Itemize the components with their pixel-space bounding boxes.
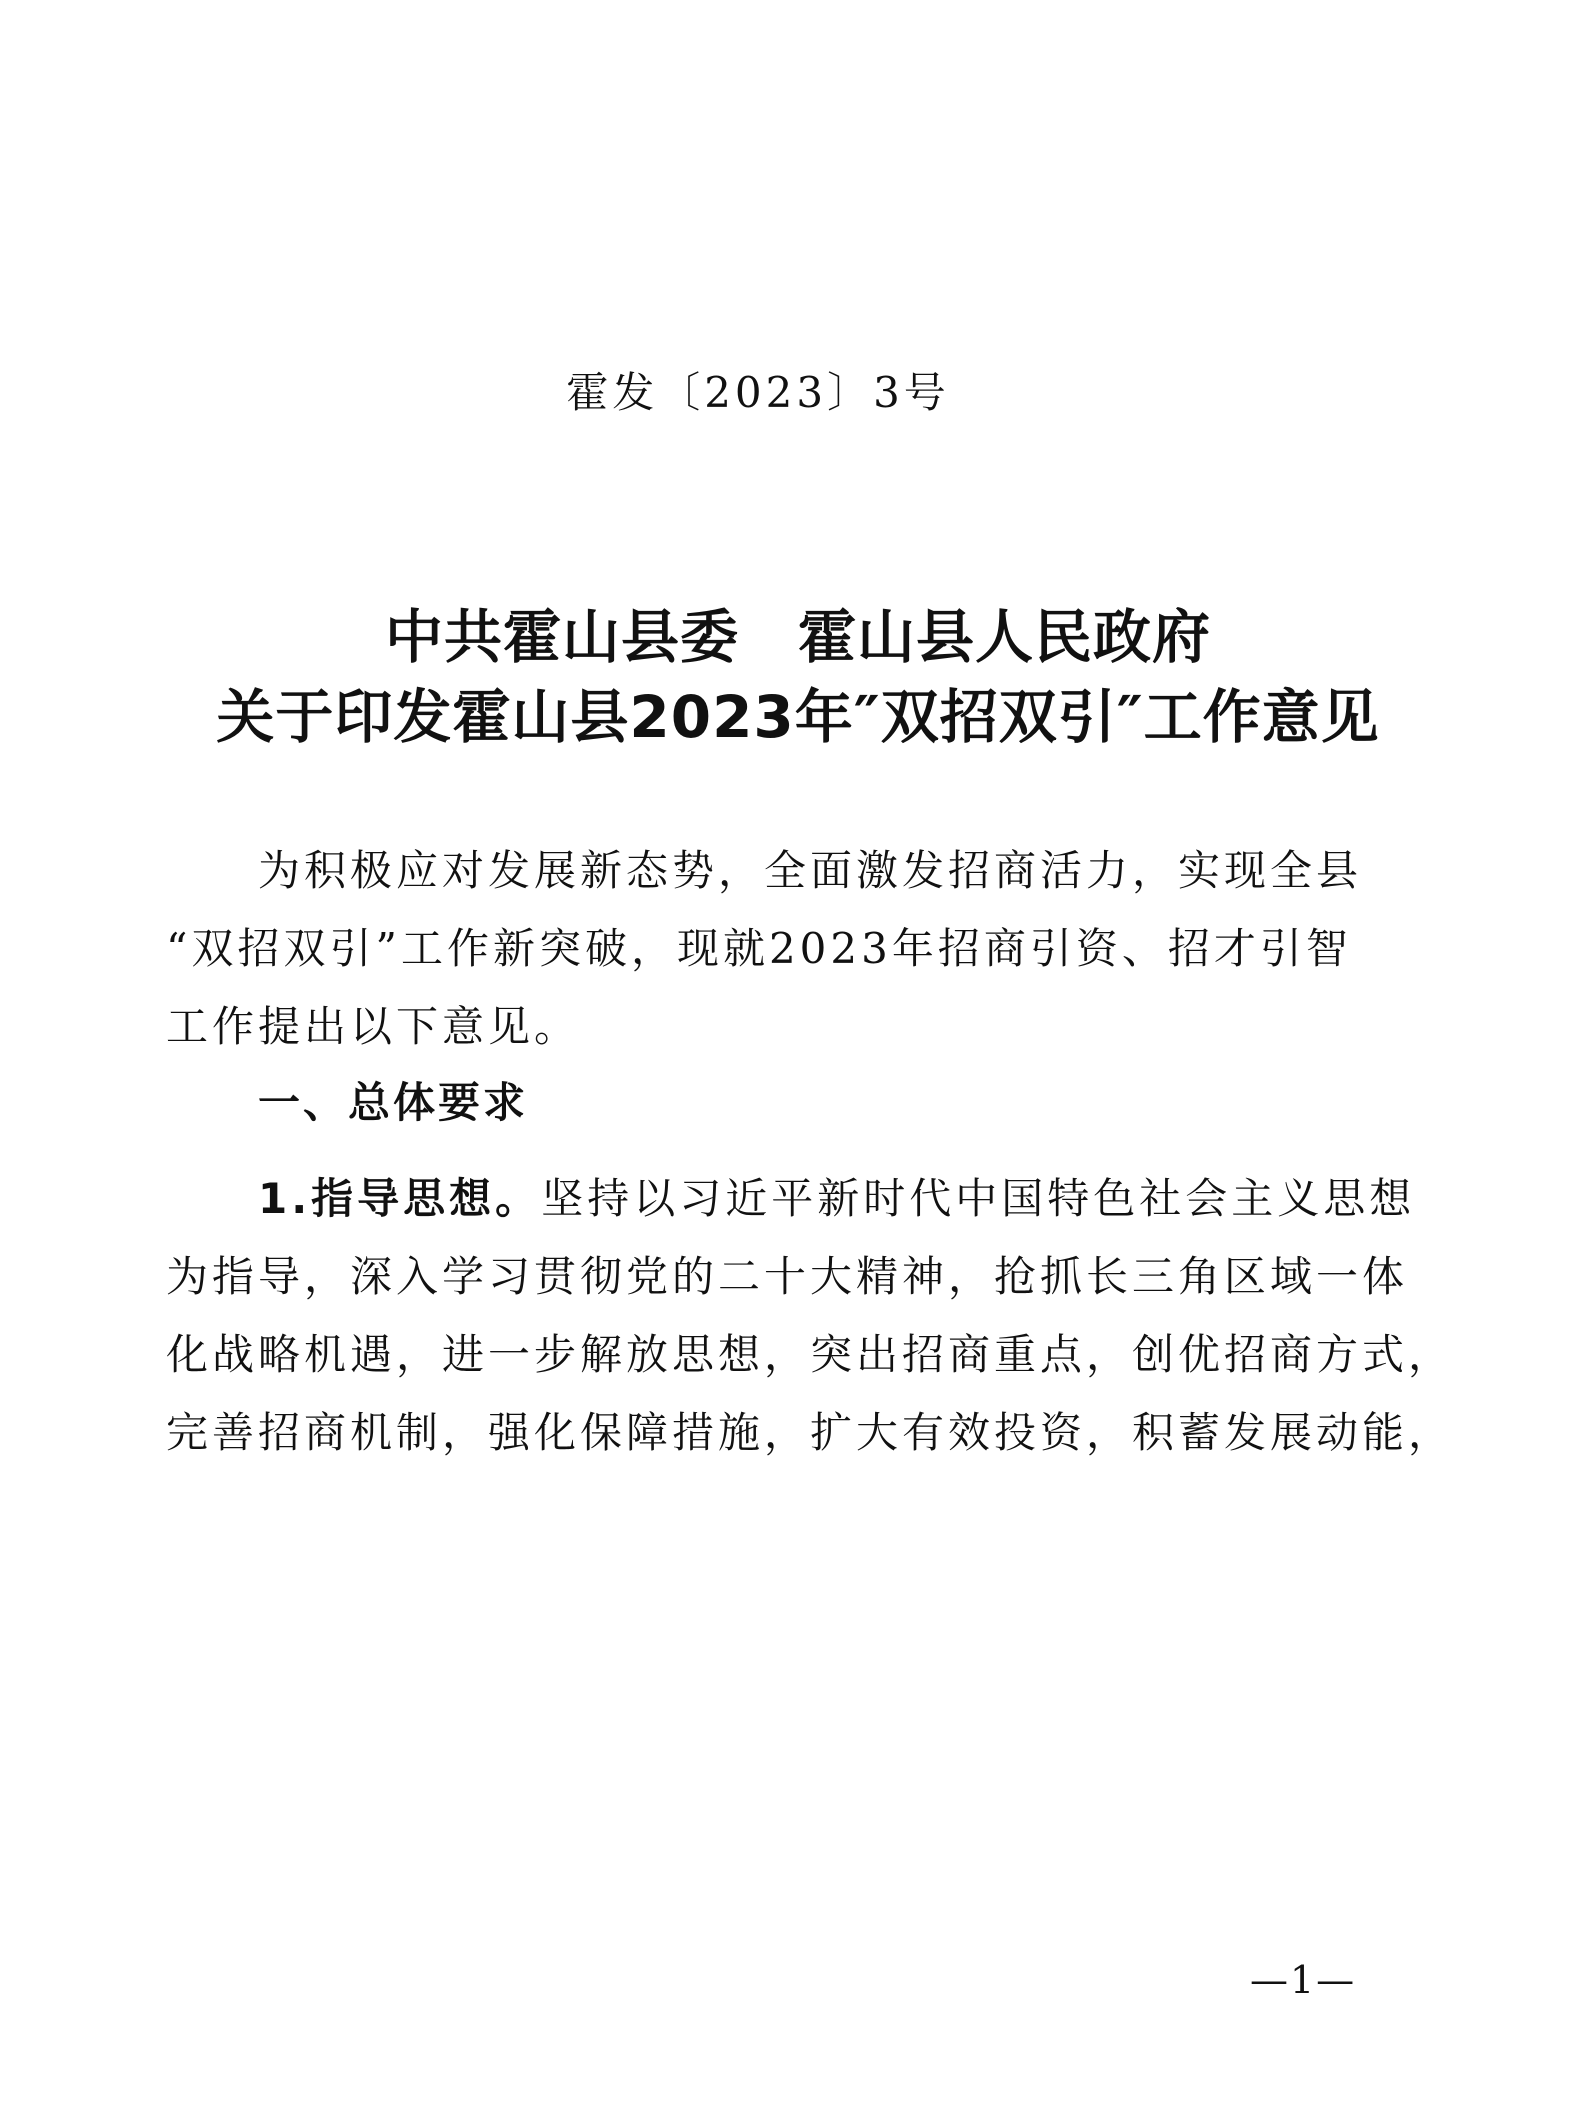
document-title-line-1: 中共霍山县委 霍山县人民政府 bbox=[384, 603, 1211, 671]
paragraph-first-line bbox=[166, 1160, 1416, 1238]
intro-line: “双招双引”工作新突破，现就2023年招商引资、招才引智 bbox=[166, 924, 1352, 973]
page-number: —1— bbox=[1250, 1958, 1357, 2002]
intro-line: 工作提出以下意见。 bbox=[166, 1002, 581, 1051]
intro-paragraph bbox=[166, 832, 1366, 1066]
paragraph-line: 化战略机遇，进一步解放思想，突出招商重点，创优招商方式， bbox=[166, 1330, 1455, 1379]
document-title-line-2: 关于印发霍山县2023年″双招双引″工作意见 bbox=[216, 683, 1380, 751]
paragraph-lead: 1.指导思想。 bbox=[258, 1174, 542, 1223]
intro-line: 为积极应对发展新态势，全面激发招商活力，实现全县 bbox=[258, 846, 1363, 895]
section-heading: 一、总体要求 bbox=[258, 1078, 529, 1127]
paragraph-line: 坚持以习近平新时代中国特色社会主义思想 bbox=[541, 1174, 1416, 1223]
guiding-thought-paragraph bbox=[166, 1160, 1455, 1472]
paragraph-line: 完善招商机制，强化保障措施，扩大有效投资，积蓄发展动能， bbox=[166, 1408, 1455, 1457]
document-number: 霍发〔2023〕3号 bbox=[566, 368, 950, 417]
paragraph-line: 为指导，深入学习贯彻党的二十大精神，抢抓长三角区域一体 bbox=[166, 1252, 1409, 1301]
